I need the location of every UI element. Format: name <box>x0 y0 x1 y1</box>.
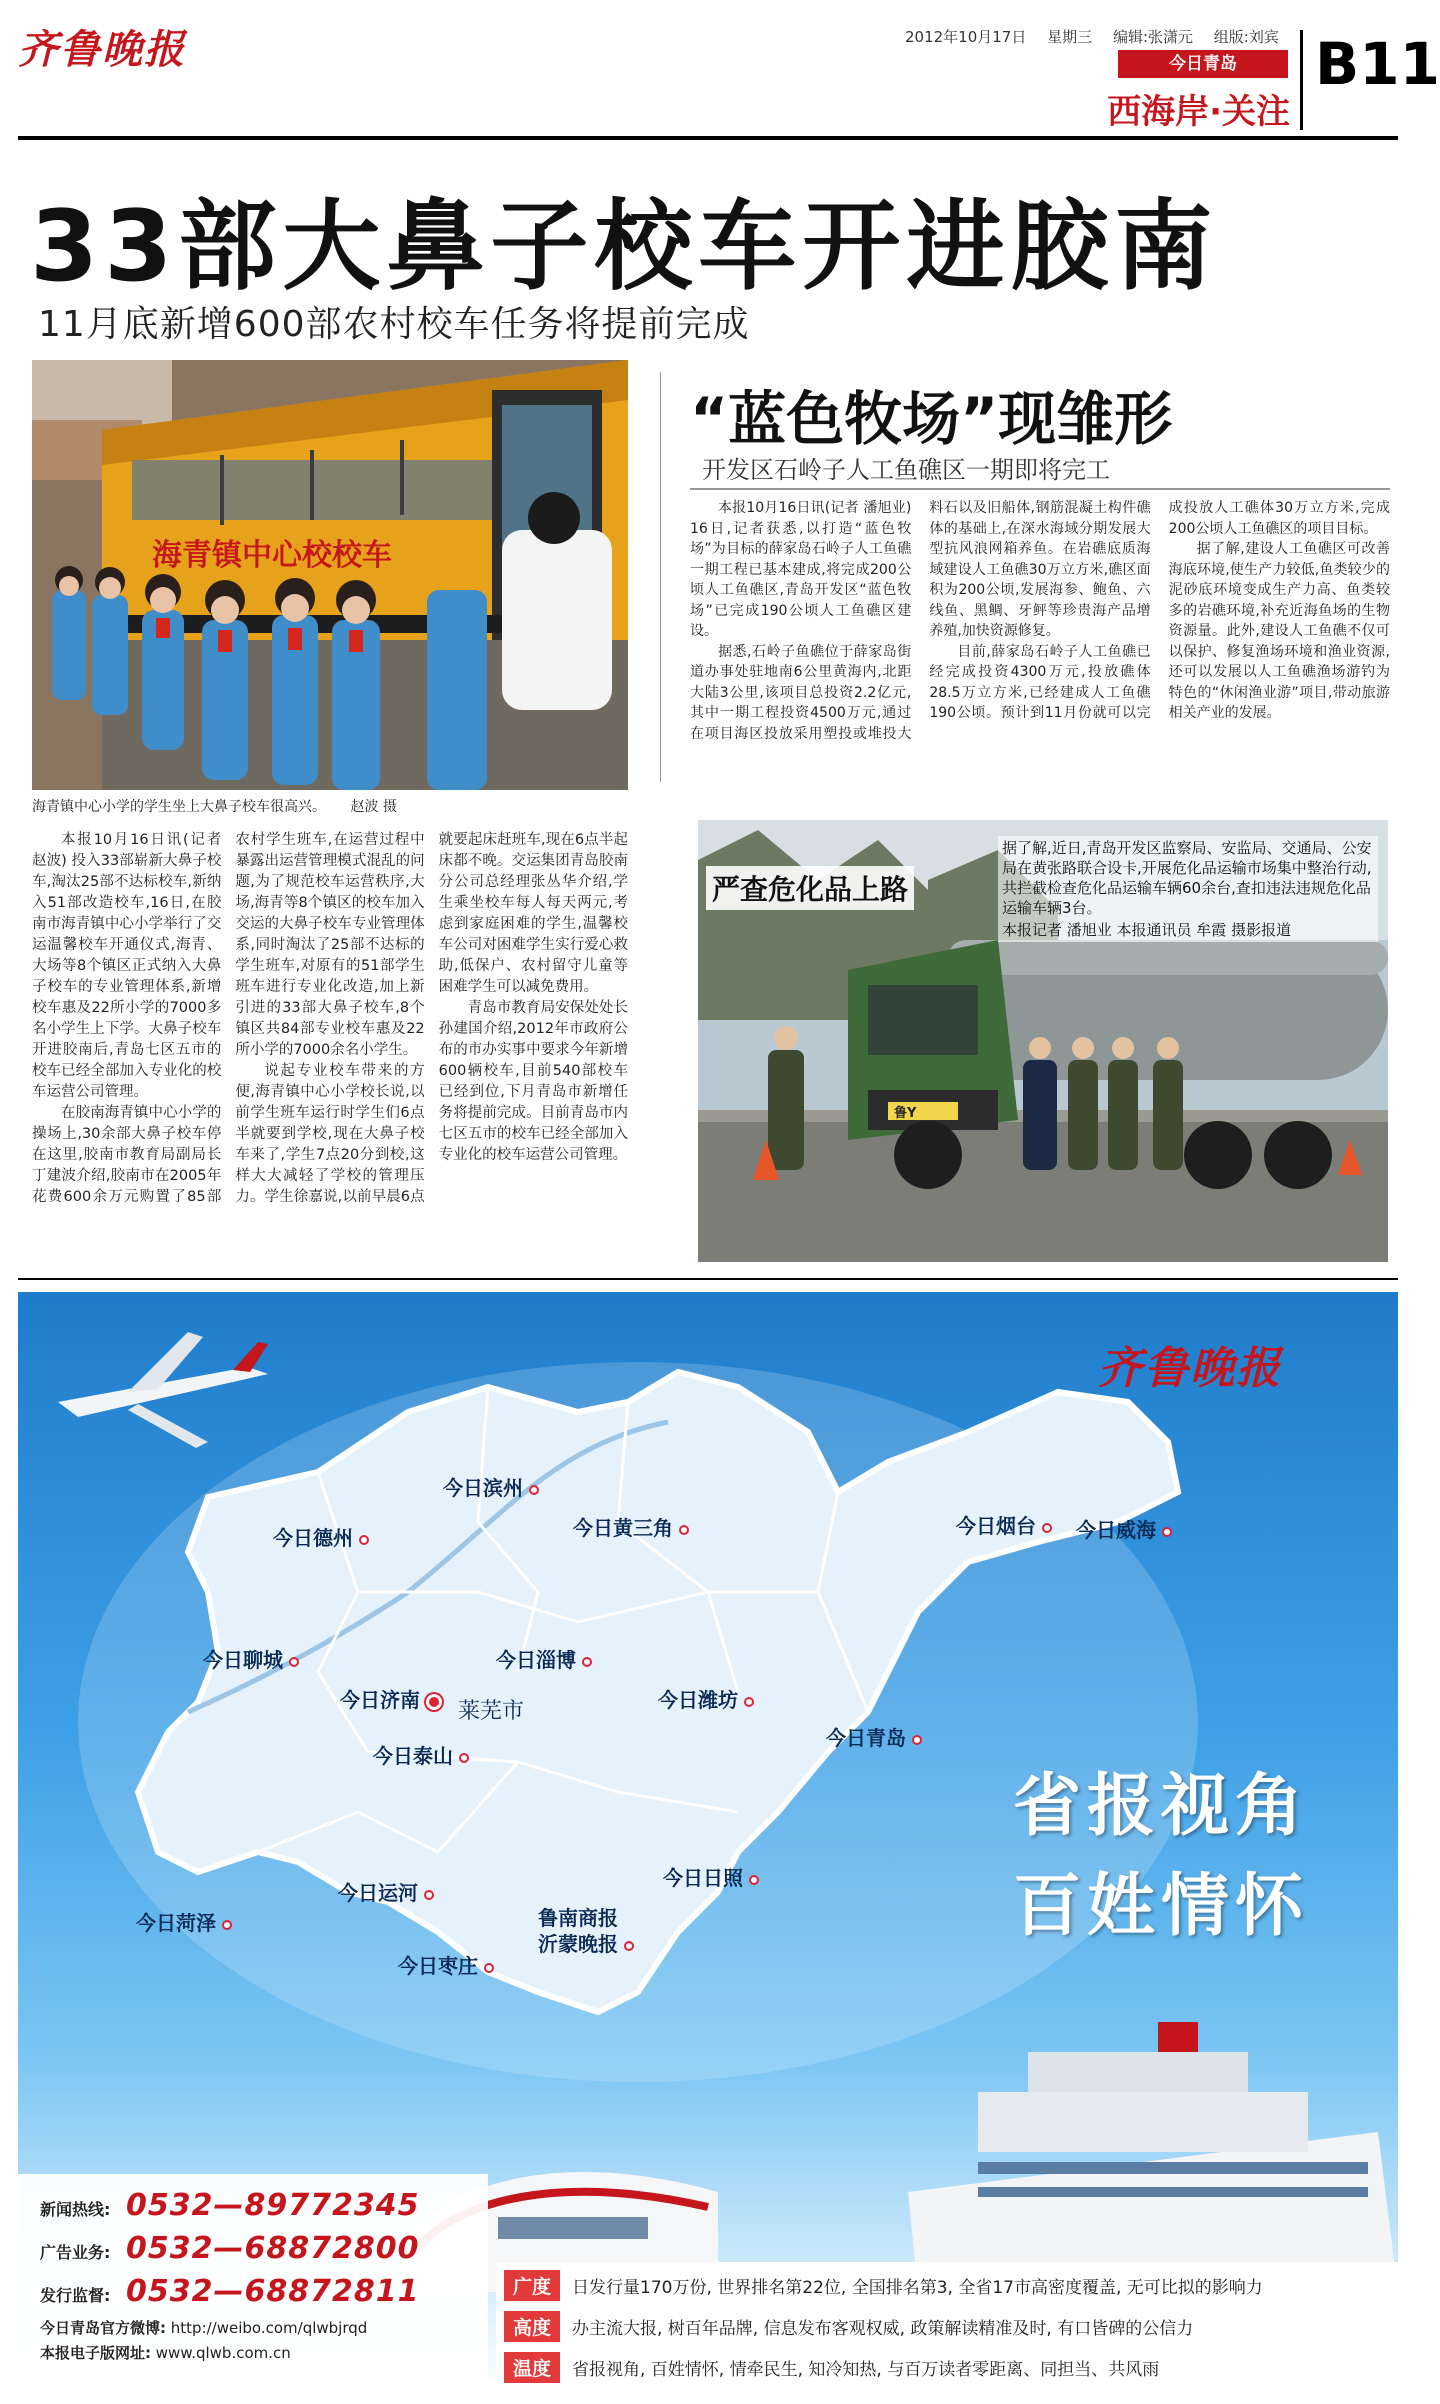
city-marker-icon <box>484 1963 494 1973</box>
map-city-label: 今日威海 <box>1076 1514 1172 1543</box>
pasture-article-body <box>690 498 1390 798</box>
contact-row <box>40 2274 466 2309</box>
issue-weekday: 星期三 <box>1047 28 1093 46</box>
hazmat-caption <box>998 836 1378 942</box>
cruise-ship-icon <box>908 2022 1398 2292</box>
section-rule <box>18 1278 1398 1280</box>
map-city-label: 今日聊城 <box>203 1644 299 1673</box>
map-city-label: 莱芜市 <box>458 1699 525 1724</box>
pasture-headline: “蓝色牧场”现雏形 <box>690 385 1173 453</box>
hazmat-caption-text: 据了解,近日,青岛开发区监察局、安监局、交通局、公安局在黄张路联合设卡,开展危化品运输市场集中整治行动,共拦截检查危化品运输车辆60余台,查扣违法违规危化品运输车辆3台。 <box>1002 839 1372 917</box>
city-marker-icon <box>912 1735 922 1745</box>
issue-meta <box>905 26 1295 47</box>
pasture-subhead: 开发区石岭子人工鱼礁区一期即将完工 <box>702 456 1110 484</box>
map-city-label: 今日青岛 <box>826 1722 922 1751</box>
column-divider <box>660 372 661 782</box>
city-marker-icon <box>1162 1527 1172 1537</box>
city-marker-icon <box>529 1485 539 1495</box>
lead-subhead: 11月底新增600部农村校车任务将提前完成 <box>38 304 750 345</box>
feature-text: 办主流大报, 树百年品牌, 信息发布客观权威, 政策解读精准及时, 有口皆碑的公信力 <box>572 2319 1194 2339</box>
circulation-hotline: 0532—68872811 <box>126 2274 420 2309</box>
city-marker-icon <box>582 1657 592 1667</box>
map-city-label: 今日黄三角 <box>573 1512 689 1541</box>
top-rule <box>18 136 1398 140</box>
lead-paragraph: 说起专业校车带来的方便,海青镇中心小学校长说,以前学生班车运行时学生们6点半就要到学校,现在大鼻子校车来了,学生7点20分到校,这样大大减轻了学校的管理压力。学生徐嘉说,以前早晨6点就要起床赶班车,现在6点半起床都不晚。交运集团青岛胶南分公司总经理张丛华介绍,学生乘坐校车每人每天两元,考虑到家庭困难的学生,温馨校车公司对困难学生实行爱心救助,低保户、农村留守儿童等困难学生可以减免费用。 <box>235 832 628 1205</box>
map-city-label: 今日泰山 <box>373 1740 469 1769</box>
city-marker-icon <box>679 1525 689 1535</box>
feature-tag: 广度 <box>504 2270 560 2301</box>
map-city-label: 今日潍坊 <box>658 1684 754 1713</box>
masthead-divider <box>1300 30 1303 130</box>
school-bus-photo <box>32 360 628 790</box>
lead-paragraph: 本报10月16日讯(记者 赵波) 投入33部崭新大鼻子校车,淘汰25部不达标校车,新纳入51部改造校车,16日,在胶南市海青镇中心小学举行了交运温馨校车开通仪式,海青、大场等8个镇区正式纳入大鼻子校车的专业管理体系,新增校车惠及22所小学的7000多名小学生上下学。大鼻子校车开进胶南后,青岛七区五市的校车已经全部加入专业化的校车运营公司管理。 <box>32 832 222 1100</box>
contact-label: 广告业务: <box>40 2243 111 2262</box>
city-marker-icon <box>1042 1523 1052 1533</box>
epaper-label: 本报电子版网址: <box>40 2344 151 2362</box>
contact-row <box>40 2188 466 2223</box>
contact-label: 发行监督: <box>40 2286 111 2305</box>
lead-paragraph: 在胶南海青镇中心小学的操场上,30余部大鼻子校车停在这里,胶南市教育局副局长丁建波介绍,胶南市在2005年花费600余万元购置了85部农村学生班车,在运营过程中暴露出运营管理模式混乱的问题,为了规范校车运营秩序,大场,海青等8个镇区的校车加入交运的大鼻子校车专业管理体系,同时淘汰了25部不达标的学生班车,对原有的51部学生班车进行专业化改造,加上新引进的33部大鼻子校车,8个镇区共84部专业校车惠及22所小学的7000余名小学生。 <box>32 832 425 1205</box>
school-bus-illustration <box>32 360 628 790</box>
issue-date: 2012年10月17日 <box>905 28 1027 46</box>
weibo-line <box>40 2317 466 2338</box>
map-city-label: 鲁南商报 <box>538 1906 618 1930</box>
issue-designer: 组版:刘宾 <box>1213 28 1279 46</box>
ad-slogan-line1: 省报视角 <box>1013 1767 1310 1846</box>
masthead <box>0 0 1440 140</box>
advertisement <box>18 1292 1398 2392</box>
map-city-label: 今日德州 <box>273 1522 369 1551</box>
feature-text: 日发行量170万份, 世界排名第22位, 全国排名第3, 全省17市高密度覆盖, 无可比拟的影响力 <box>572 2278 1263 2298</box>
bus-side-text: 海青镇中心校校车 <box>152 538 392 573</box>
issue-editor: 编辑:张潇元 <box>1112 28 1193 46</box>
city-marker-icon <box>459 1753 469 1763</box>
ad-slogan-line2: 百姓情怀 <box>1013 1867 1310 1946</box>
map-city-label: 今日枣庄 <box>398 1950 494 1979</box>
contact-label: 新闻热线: <box>40 2200 111 2219</box>
map-city-label: 今日日照 <box>663 1862 759 1891</box>
feature-row <box>504 2270 1390 2301</box>
feature-tag: 温度 <box>504 2352 560 2383</box>
map-city-label: 沂蒙晚报 <box>538 1928 634 1957</box>
hazmat-credit: 本报记者 潘旭业 本报通讯员 牟霞 摄影报道 <box>1002 921 1292 939</box>
weibo-link[interactable]: http://weibo.com/qlwbjrqd <box>170 2319 368 2337</box>
feature-row <box>504 2352 1390 2383</box>
ad-logo: 齐鲁晚报 <box>1098 1343 1282 1394</box>
map-city-label: 今日滨州 <box>443 1472 539 1501</box>
city-marker-icon <box>744 1697 754 1707</box>
pasture-paragraph: 本报10月16日讯(记者 潘旭业) 16日,记者获悉,以打造“蓝色牧场”为目标的薛家岛石岭子人工鱼礁一期工程已基本建成,将完成200公顷人工鱼礁区,青岛开发区“蓝色牧场”已完成190公顷人工鱼礁区建设。 <box>690 500 912 639</box>
city-marker-icon <box>289 1657 299 1667</box>
feature-list <box>496 2262 1398 2392</box>
caption-credit: 赵波 摄 <box>350 799 397 815</box>
city-marker-icon <box>424 1890 434 1900</box>
lead-paragraph: 青岛市教育局安保处处长孙建国介绍,2012年市政府公布的市办实事中要求今年新增600辆校车,目前540部校车已经到位,下月青岛市新增任务将提前完成。目前青岛市内七区五市的校车已经全部加入专业化的校车运营公司管理。 <box>438 1000 628 1163</box>
page-number: B11 <box>1315 30 1440 98</box>
epaper-link[interactable]: www.qlwb.com.cn <box>155 2344 291 2362</box>
contact-row <box>40 2231 466 2266</box>
lead-headline: 33部大鼻子校车开进胶南 <box>30 190 1219 304</box>
news-hotline: 0532—89772345 <box>126 2188 420 2223</box>
feature-row <box>504 2311 1390 2342</box>
feature-tag: 高度 <box>504 2311 560 2342</box>
airplane-icon <box>58 1332 268 1448</box>
section-title: 西海岸·关注 <box>1107 92 1290 132</box>
weibo-label: 今日青岛官方微博: <box>40 2319 166 2337</box>
hazmat-title: 严查危化品上路 <box>706 866 914 910</box>
capital-marker-icon <box>426 1694 442 1710</box>
pasture-paragraph: 目前,薛家岛石岭子人工鱼礁已经完成投资4300万元,投放礁体28.5万立方米,已经建成人工鱼礁190公顷。预计到11月份就可以完成投放人工礁体30万立方米,完成200公顷人工鱼礁区的项目目标。 <box>929 500 1390 721</box>
pasture-paragraph: 据悉,石岭子鱼礁位于薛家岛街道办事处驻地南6公里黄海内,北距大陆3公里,该项目总投资2.2亿元,其中一期工程投资4500万元,通过在项目海区投放采用塑投或堆投大料石以及旧船体,钢筋混凝土构件礁体的基础上,在深水海域分期发展大型抗风浪网箱养鱼。在岩礁底质海域建设人工鱼礁30万立方米,礁区面积为200公顷,发展海参、鲍鱼、六线鱼、黑鲷、牙鲆等珍贵海产品增养殖,加快资源修复。 <box>690 500 1151 742</box>
ad-hotline: 0532—68872800 <box>126 2231 420 2266</box>
epaper-line <box>40 2342 466 2363</box>
city-marker-icon <box>359 1535 369 1545</box>
edition-badge: 今日青岛 <box>1118 50 1288 78</box>
pasture-paragraph: 据了解,建设人工鱼礁区可改善海底环境,使生产力较低,鱼类较少的泥砂底环境变成生产力高、鱼类较多的岩礁环境,补充近海鱼场的生物资源量。此外,建设人工鱼礁不仅可以保护、修复渔场环境和渔业资源,还可以发展以人工鱼礁渔场游钓为特色的“休闲渔业游”项目,带动旅游相关产业的发展。 <box>1168 541 1390 721</box>
feature-text: 省报视角, 百姓情怀, 情牵民生, 知冷知热, 与百万读者零距离、同担当、共风雨 <box>572 2360 1160 2380</box>
map-city-label: 今日菏泽 <box>136 1907 232 1936</box>
license-plate: 鲁Y <box>894 1106 917 1121</box>
contact-box <box>18 2174 488 2392</box>
map-city-label: 今日运河 <box>338 1877 434 1906</box>
city-marker-icon <box>222 1920 232 1930</box>
city-marker-icon <box>749 1875 759 1885</box>
map-city-label: 今日淄博 <box>496 1644 592 1673</box>
map-city-label: 今日济南 <box>340 1684 442 1713</box>
school-bus-caption <box>32 796 628 816</box>
newspaper-logo: 齐鲁晚报 <box>18 26 186 73</box>
caption-text: 海青镇中心小学的学生坐上大鼻子校车很高兴。 <box>32 799 326 815</box>
pasture-rule <box>690 488 1390 490</box>
map-city-label: 今日烟台 <box>956 1510 1052 1539</box>
lead-article-body <box>32 830 628 1260</box>
city-marker-icon <box>624 1941 634 1951</box>
